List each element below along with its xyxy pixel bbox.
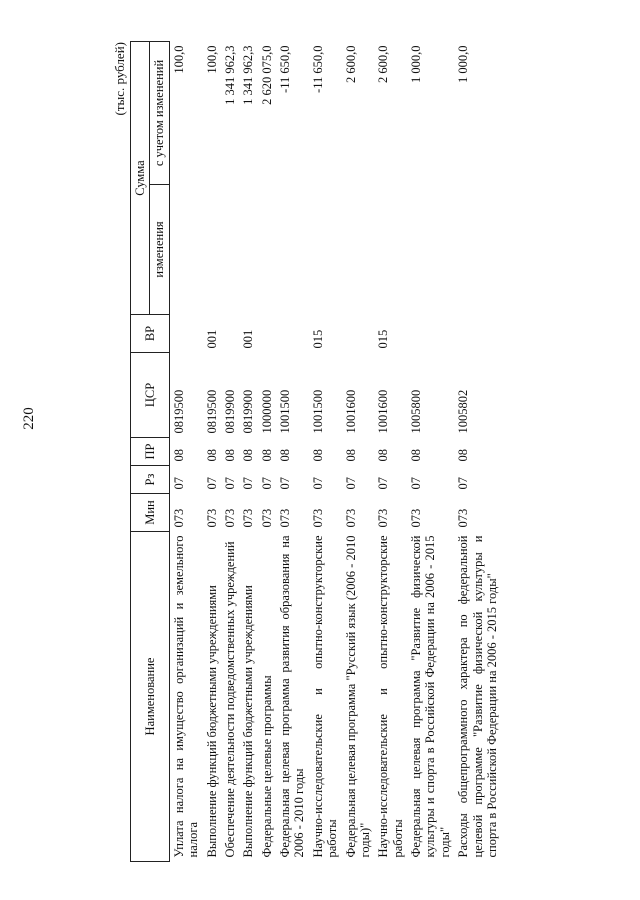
cell-vr: [454, 315, 501, 353]
cell-min: 073: [171, 508, 186, 528]
cell-with-changes: 1 000,0: [456, 45, 471, 83]
table-row: [203, 42, 221, 862]
table-row: [239, 42, 257, 862]
cell-pr: 08: [259, 449, 274, 462]
cell-min: 073: [204, 508, 219, 528]
cell-vr: 001: [204, 329, 219, 349]
cell-vr: 015: [310, 329, 325, 349]
col-header-sum: Сумма: [131, 42, 150, 315]
page-number: 220: [20, 407, 37, 430]
cell-name: Выполнение функций бюджетными учреждениями: [241, 585, 256, 858]
cell-pr: 08: [310, 449, 325, 462]
cell-csr: 1001500: [310, 389, 325, 434]
cell-with-changes: 2 600,0: [376, 45, 391, 83]
cell-pr: 08: [204, 449, 219, 462]
table-row: [374, 42, 407, 862]
cell-csr: 1005800: [409, 389, 423, 434]
cell-rz: 07: [376, 477, 391, 490]
cell-changes: [258, 185, 276, 315]
col-header-name: Наименование: [131, 532, 170, 862]
table-row: [309, 42, 342, 862]
cell-vr: [342, 315, 375, 353]
cell-with-changes: 2 620 075,0: [259, 45, 274, 105]
table-body: [169, 42, 501, 862]
cell-csr: 1001500: [278, 389, 292, 434]
cell-changes: [203, 185, 221, 315]
cell-csr: 0819500: [204, 389, 219, 434]
cell-name: Выполнение функций бюджетными учреждениями: [204, 585, 219, 858]
budget-table: [130, 41, 501, 862]
cell-name: Федеральная целевая программа "Развитие физической культуры и спорта в Российской Федерации на 2006 - 2015 годы": [409, 535, 452, 858]
cell-csr: 1001600: [376, 389, 391, 434]
cell-csr: 1000000: [259, 389, 274, 434]
cell-name: Федеральная целевая программа развития образования на 2006 - 2010 годы: [278, 535, 307, 858]
cell-vr: [221, 315, 239, 353]
cell-min: 073: [278, 508, 292, 528]
cell-min: 073: [376, 508, 391, 528]
cell-min: 073: [241, 508, 256, 528]
cell-pr: 08: [278, 449, 292, 462]
cell-changes: [342, 185, 375, 315]
cell-pr: 08: [376, 449, 391, 462]
cell-csr: 0819500: [171, 389, 186, 434]
cell-vr: [169, 315, 202, 353]
cell-with-changes: -11 650,0: [278, 45, 292, 93]
cell-csr: 0819900: [222, 389, 237, 434]
cell-with-changes: 1 341 962,3: [241, 45, 256, 105]
cell-changes: [309, 185, 342, 315]
cell-with-changes: 100,0: [171, 45, 186, 74]
cell-rz: 07: [310, 477, 325, 490]
cell-changes: [221, 185, 239, 315]
cell-with-changes: 1 341 962,3: [222, 45, 237, 105]
table-row: [276, 42, 309, 862]
table-row: [169, 42, 202, 862]
cell-changes: [239, 185, 257, 315]
col-header-vr: ВР: [131, 315, 170, 353]
cell-name: Федеральные целевые программы: [259, 675, 274, 858]
cell-changes: [454, 185, 501, 315]
table-row: [407, 42, 454, 862]
cell-rz: 07: [241, 477, 256, 490]
table-row: [221, 42, 239, 862]
cell-with-changes: 2 600,0: [343, 45, 358, 83]
cell-rz: 07: [171, 477, 186, 490]
cell-vr: 015: [376, 329, 391, 349]
table-row: [258, 42, 276, 862]
cell-changes: [407, 185, 454, 315]
cell-rz: 07: [343, 477, 358, 490]
cell-vr: [276, 315, 309, 353]
cell-changes: [276, 185, 309, 315]
col-header-pr: ПР: [131, 438, 170, 466]
cell-min: 073: [310, 508, 325, 528]
cell-with-changes: -11 650,0: [310, 45, 325, 93]
rotated-page-content: [112, 42, 632, 862]
cell-pr: 08: [456, 449, 471, 462]
cell-changes: [374, 185, 407, 315]
cell-vr: [407, 315, 454, 353]
cell-rz: 07: [204, 477, 219, 490]
cell-vr: 001: [241, 329, 256, 349]
cell-name: Научно-исследовательские и опытно-конструкторские работы: [310, 535, 340, 858]
col-header-with-changes: с учетом изменений: [150, 42, 169, 185]
cell-name: Обеспечение деятельности подведомственных учреждений: [222, 541, 237, 858]
cell-with-changes: 1 000,0: [409, 45, 423, 83]
cell-min: 073: [343, 508, 358, 528]
cell-min: 073: [409, 508, 423, 528]
cell-rz: 07: [409, 477, 423, 490]
cell-name: Расходы общепрограммного характера по федеральной целевой программе "Развитие физической культуры и спорта в Российской Федерации на 2006 - 2015 годы": [456, 535, 499, 858]
col-header-csr: ЦСР: [131, 353, 170, 438]
cell-rz: 07: [222, 477, 237, 490]
col-header-changes: изменения: [150, 185, 169, 315]
cell-vr: [258, 315, 276, 353]
cell-pr: 08: [409, 449, 423, 462]
cell-min: 073: [222, 508, 237, 528]
cell-name: Научно-исследовательские и опытно-конструкторские работы: [376, 535, 405, 858]
cell-pr: 08: [171, 449, 186, 462]
cell-csr: 1001600: [343, 389, 358, 434]
cell-pr: 08: [241, 449, 256, 462]
cell-min: 073: [456, 508, 471, 528]
cell-rz: 07: [278, 477, 292, 490]
cell-changes: [169, 185, 202, 315]
cell-min: 073: [259, 508, 274, 528]
cell-with-changes: 100,0: [204, 45, 219, 74]
cell-name: Уплата налога на имущество организаций и земельного налога: [171, 535, 201, 858]
table-row: [342, 42, 375, 862]
cell-rz: 07: [456, 477, 471, 490]
cell-pr: 08: [343, 449, 358, 462]
col-header-min: Мин: [131, 494, 170, 532]
cell-csr: 1005802: [456, 389, 471, 434]
units-label: (тыс. рублей): [112, 42, 127, 116]
cell-rz: 07: [259, 477, 274, 490]
cell-pr: 08: [222, 449, 237, 462]
col-header-rz: Рз: [131, 466, 170, 494]
cell-name: Федеральная целевая программа "Русский язык (2006 - 2010 годы)": [343, 535, 372, 858]
table-row: [454, 42, 501, 862]
cell-csr: 0819900: [241, 389, 256, 434]
